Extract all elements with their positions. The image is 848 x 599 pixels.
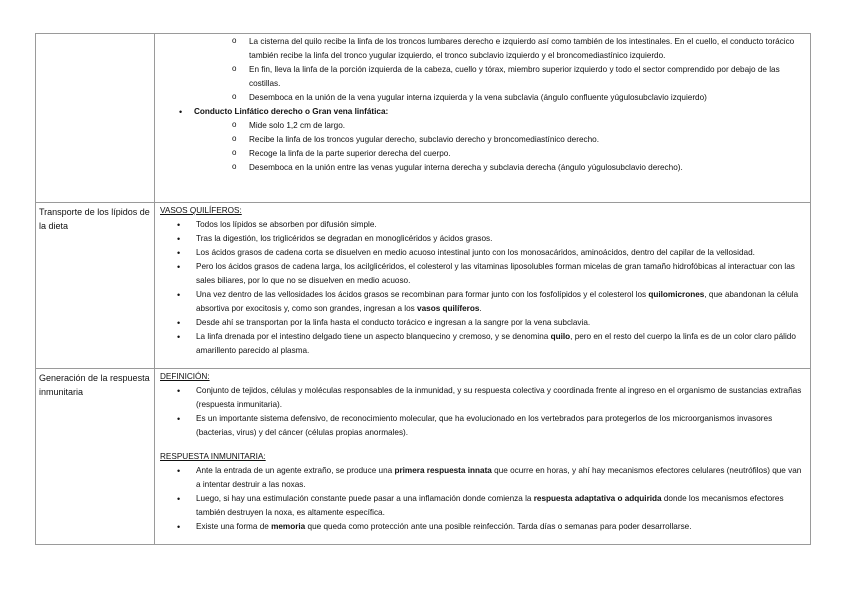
list-item: • Desde ahí se transportan por la linfa hasta el conducto torácico e ingresan a la sangre por la vena subclavia.	[175, 316, 804, 330]
bullet-list	[175, 384, 804, 440]
list-item: • Tras la digestión, los triglicéridos se degradan en monoglicéridos y ácidos grasos.	[175, 232, 804, 246]
list-item	[175, 520, 804, 534]
list-item: o Recibe la linfa de los troncos yugular derecho, subclavio derecho y broncomediastínico derecho.	[232, 133, 804, 147]
list-item	[175, 288, 804, 316]
text-run: , que abandonan la célula absortiva por exocitosis y, como son grandes, ingresan a los	[196, 290, 799, 313]
list-item: o Mide solo 1,2 cm de largo.	[232, 119, 804, 133]
list-item: o En fin, lleva la linfa de la porción izquierda de la cabeza, cuello y tórax, miembro superior izquierdo y todo el sector comprendido por debajo de las costillas.	[232, 63, 804, 91]
row-label: Transporte de los lípidos de la dieta	[36, 203, 155, 369]
list-item: • Es un importante sistema defensivo, de reconocimiento molecular, que ha evolucionado en los vertebrados para protegerlos de los microorganismos invasores (bacterias, virus) y del cáncer (células propias anormales).	[175, 412, 804, 440]
text-run: , pero en el resto del cuerpo la linfa es de un color claro pálido amarillento parecido al plasma.	[196, 332, 796, 355]
bold-term: quilomicrones	[648, 290, 705, 299]
list-item	[175, 464, 804, 492]
row-label	[36, 34, 155, 203]
list-item: • Los ácidos grasos de cadena corta se disuelven en medio acuoso intestinal junto con los monosacáridos, aminoácidos, dentro del capilar de la vellosidad.	[175, 246, 804, 260]
text-run: La linfa drenada por el intestino delgado tiene un aspecto blanquecino y cremoso, y se denomina	[196, 332, 551, 341]
list-item: o Desemboca en la unión de la vena yugular interna izquierda y la vena subclavia (ángulo confluente yúgulosubclavio izquierdo)	[232, 91, 804, 105]
bullet-list	[177, 105, 804, 119]
list-item: o Desemboca en la unión entre las venas yugular interna derecha y subclavia derecha (ángulo yúgulosubclavio derecho).	[232, 161, 804, 175]
sublist	[232, 119, 804, 175]
list-item: o Recoge la linfa de la parte superior derecha del cuerpo.	[232, 147, 804, 161]
table-row	[36, 34, 811, 203]
list-item	[177, 105, 804, 119]
row-content	[155, 203, 811, 369]
list-item: • Pero los ácidos grasos de cadena larga, los acilglicéridos, el colesterol y las vitaminas liposolubles forman micelas de gran tamaño hidrofóbicas al interactuar con las sales biliares, por lo que no se disuelven en medio acuoso.	[175, 260, 804, 288]
bold-term: quilo	[550, 332, 571, 341]
bold-term: primera respuesta innata	[394, 466, 492, 475]
bold-term: vasos quilíferos	[417, 304, 480, 313]
text-run: que ocurre en horas, y ahí hay mecanismos efectores celulares (neutrófilos) que van a intentar destruir a las noxas.	[196, 466, 802, 489]
list-item	[175, 330, 804, 358]
bold-term: memoria	[271, 522, 306, 531]
section-title: DEFINICIÓN:	[160, 372, 210, 381]
text-run: Luego, si hay una estimulación constante puede pasar a una inflamación donde comienza la	[196, 494, 534, 503]
row-content	[155, 369, 811, 545]
list-item	[175, 492, 804, 520]
bullet-list	[175, 464, 804, 534]
section-title: RESPUESTA INMUNITARIA:	[160, 452, 266, 461]
row-label: Generación de la respuesta inmunitaria	[36, 369, 155, 545]
sublist	[232, 35, 804, 105]
table-row	[36, 203, 811, 369]
bullet-heading: Conducto Linfático derecho o Gran vena linfática:	[194, 107, 389, 116]
row-content	[155, 34, 811, 203]
table-row	[36, 369, 811, 545]
text-run: Ante la entrada de un agente extraño, se produce una	[196, 466, 395, 475]
list-item: • Todos los lípidos se absorben por difusión simple.	[175, 218, 804, 232]
bold-term: respuesta adaptativa o adquirida	[533, 494, 662, 503]
text-run: .	[479, 304, 482, 313]
list-item: • Conjunto de tejidos, células y moléculas responsables de la inmunidad, y su respuesta colectiva y coordinada frente al ingreso en el organismo de sustancias extrañas (respuesta inmunitaria).	[175, 384, 804, 412]
text-run: que queda como protección ante una posible reinfección. Tarda días o semanas para poder desarrollarse.	[305, 522, 692, 531]
section-title: VASOS QUILÍFEROS:	[160, 206, 242, 215]
text-run: Existe una forma de	[196, 522, 272, 531]
list-item: o La cisterna del quilo recibe la linfa de los troncos lumbares derecho e izquierdo así como también de los intestinales. En el cuello, el conducto torácico también recibe la linfa del tronco yugular izquierdo, el tronco subclavio izquierdo y el broncomediastínico izquierdo.	[232, 35, 804, 63]
text-run: Una vez dentro de las vellosidades los ácidos grasos se recombinan para formar junto con los fosfolípidos y el colesterol los	[196, 290, 649, 299]
bullet-list	[175, 218, 804, 358]
text-run: donde los mecanismos efectores también destruyen la noxa, es altamente específica.	[196, 494, 784, 517]
spacer	[160, 440, 804, 450]
document-table	[35, 33, 811, 545]
